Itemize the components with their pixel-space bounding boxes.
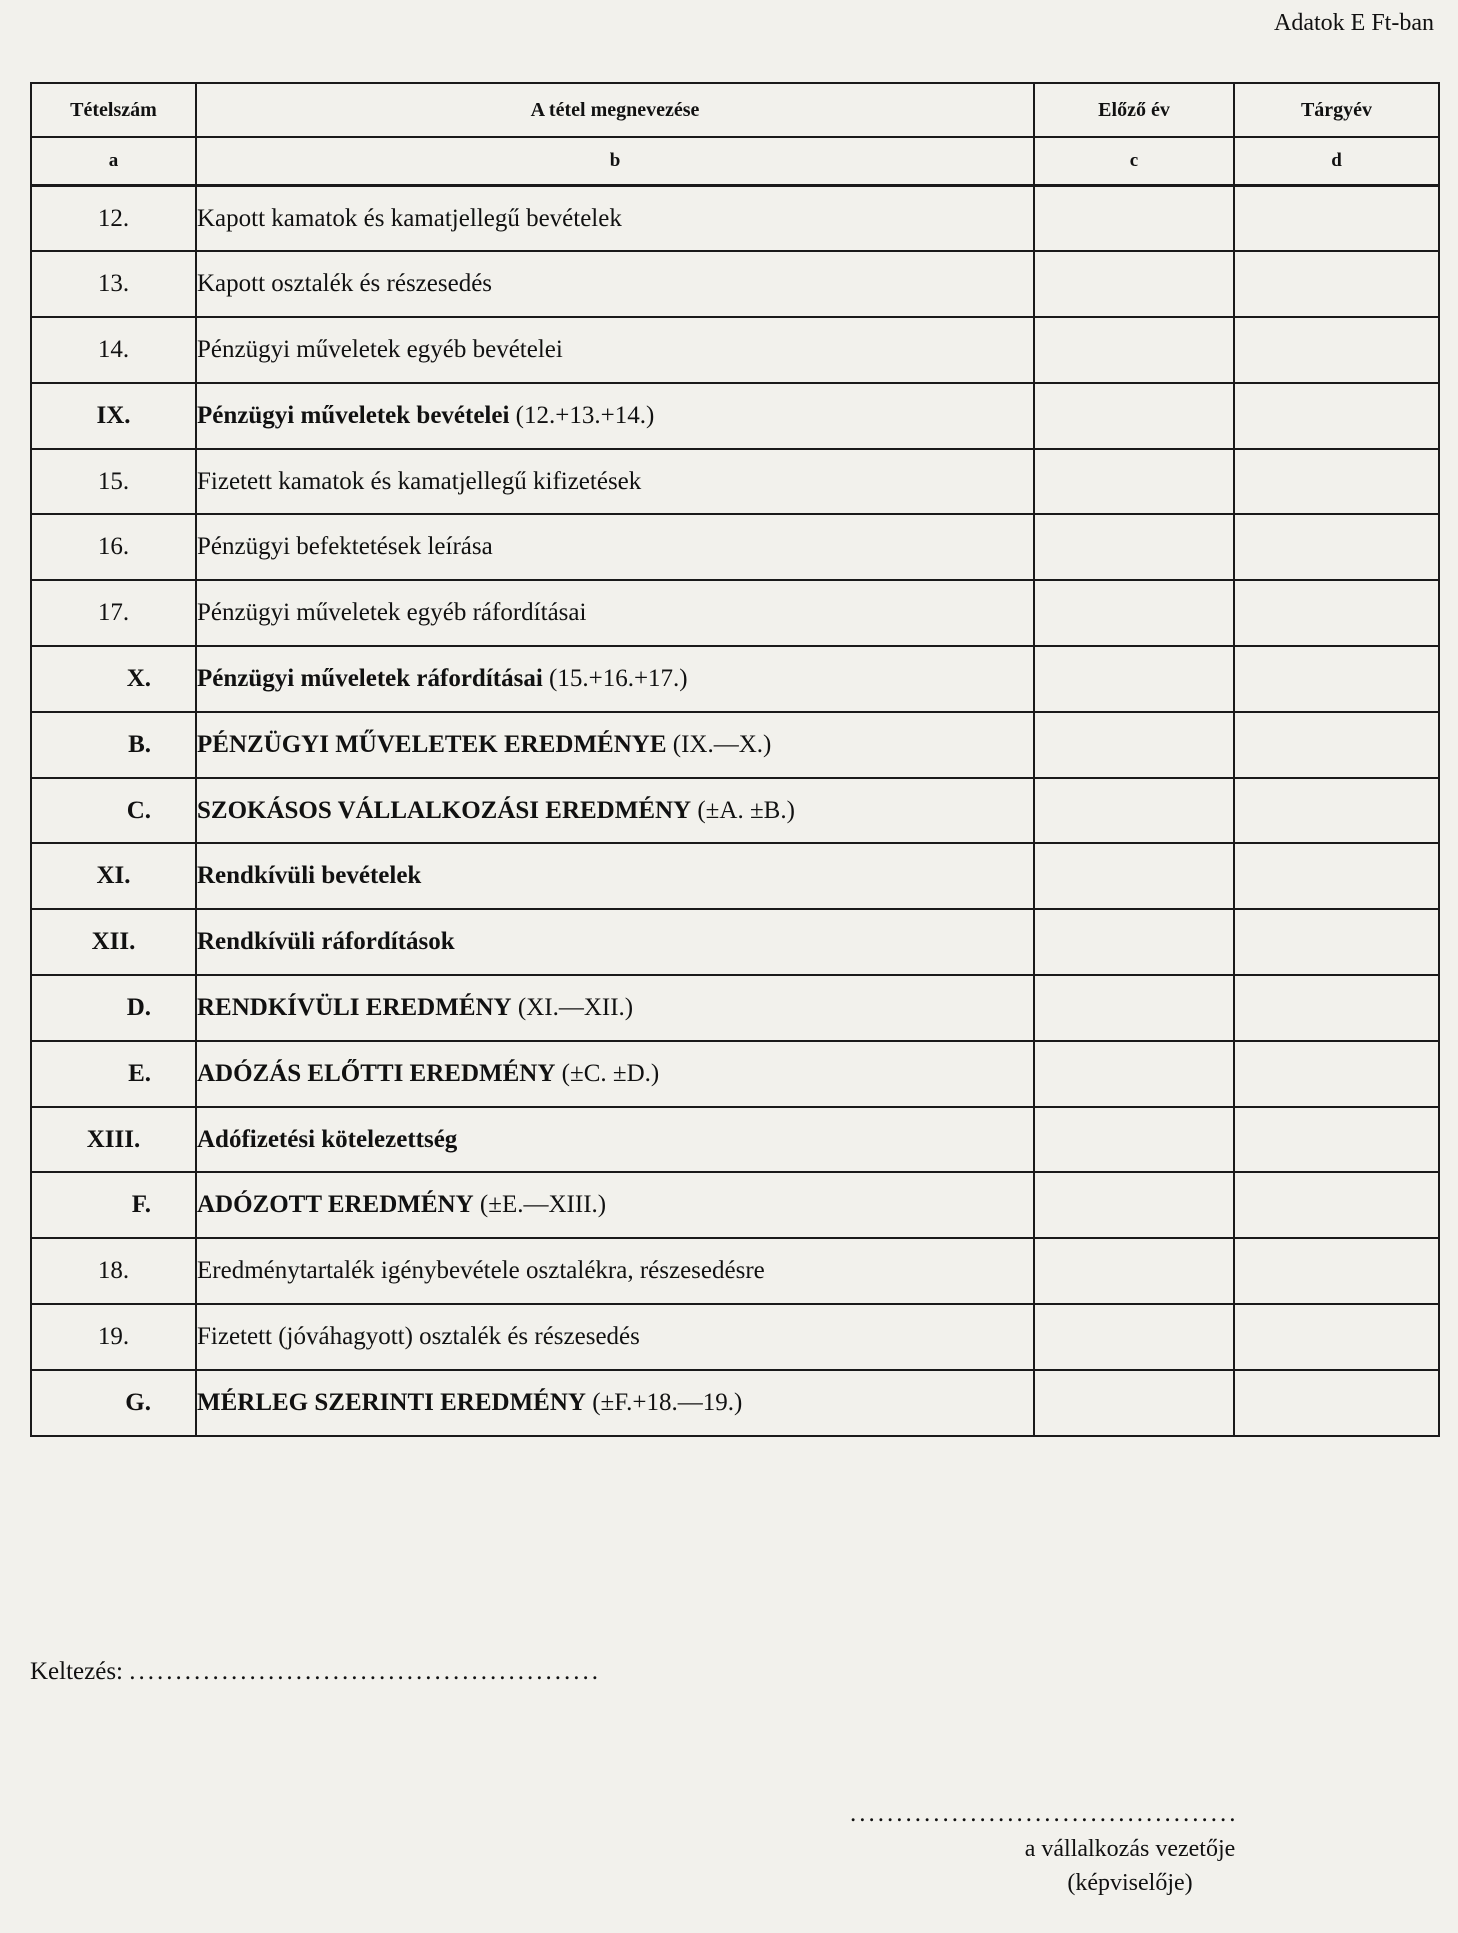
current-year-cell	[1234, 646, 1439, 712]
col-letter-a: a	[31, 137, 196, 186]
item-name-text: Pénzügyi műveletek egyéb ráfordításai	[197, 599, 587, 627]
item-name-formula: (±E.—XIII.)	[473, 1191, 607, 1219]
item-name-formula: (IX.—X.)	[666, 730, 772, 758]
current-year-cell	[1234, 778, 1439, 844]
item-name-text: Fizetett (jóváhagyott) osztalék és részesedés	[197, 1322, 640, 1350]
signature-line: ..........................................	[850, 1800, 1239, 1827]
col-header-current-year: Tárgyév	[1234, 83, 1439, 137]
previous-year-cell	[1034, 778, 1234, 844]
item-number: X.	[31, 646, 196, 712]
previous-year-cell	[1034, 1370, 1234, 1436]
item-name-formula: (±C. ±D.)	[555, 1059, 660, 1087]
date-line	[30, 1658, 601, 1686]
current-year-cell	[1234, 251, 1439, 317]
item-number: XIII.	[31, 1107, 196, 1173]
item-name-text: ADÓZÁS ELŐTTI EREDMÉNY	[197, 1059, 556, 1087]
item-name	[196, 449, 1034, 515]
previous-year-cell	[1034, 383, 1234, 449]
previous-year-cell	[1034, 909, 1234, 975]
item-name	[196, 251, 1034, 317]
item-name	[196, 317, 1034, 383]
item-name	[196, 646, 1034, 712]
current-year-cell	[1234, 186, 1439, 252]
income-statement-table	[30, 82, 1440, 1437]
item-name-text: Kapott osztalék és részesedés	[197, 270, 493, 298]
letter-row	[31, 137, 1439, 186]
previous-year-cell	[1034, 1172, 1234, 1238]
item-name-formula: (15.+16.+17.)	[542, 664, 688, 692]
item-name	[196, 1304, 1034, 1370]
item-name	[196, 1107, 1034, 1173]
item-number: 12.	[31, 186, 196, 252]
item-name-text: SZOKÁSOS VÁLLALKOZÁSI EREDMÉNY	[197, 796, 692, 824]
previous-year-cell	[1034, 646, 1234, 712]
current-year-cell	[1234, 580, 1439, 646]
table-row	[31, 778, 1439, 844]
table-row	[31, 1041, 1439, 1107]
current-year-cell	[1234, 1172, 1439, 1238]
item-name	[196, 1238, 1034, 1304]
previous-year-cell	[1034, 1238, 1234, 1304]
item-name-text: Rendkívüli bevételek	[197, 862, 422, 890]
previous-year-cell	[1034, 712, 1234, 778]
item-number: XI.	[31, 843, 196, 909]
table-row	[31, 317, 1439, 383]
table-row	[31, 1238, 1439, 1304]
previous-year-cell	[1034, 843, 1234, 909]
item-number: G.	[31, 1370, 196, 1436]
current-year-cell	[1234, 514, 1439, 580]
item-number: 16.	[31, 514, 196, 580]
item-name-text: PÉNZÜGYI MŰVELETEK EREDMÉNYE	[197, 730, 667, 758]
previous-year-cell	[1034, 317, 1234, 383]
previous-year-cell	[1034, 449, 1234, 515]
item-name-formula: (XI.—XII.)	[511, 993, 634, 1021]
item-name	[196, 1370, 1034, 1436]
item-number: E.	[31, 1041, 196, 1107]
previous-year-cell	[1034, 251, 1234, 317]
previous-year-cell	[1034, 514, 1234, 580]
current-year-cell	[1234, 317, 1439, 383]
item-name	[196, 580, 1034, 646]
units-note: Adatok E Ft-ban	[1274, 10, 1434, 36]
table-row	[31, 843, 1439, 909]
current-year-cell	[1234, 1041, 1439, 1107]
item-name-text: Pénzügyi műveletek bevételei	[197, 401, 510, 429]
item-number: 17.	[31, 580, 196, 646]
item-number: 15.	[31, 449, 196, 515]
current-year-cell	[1234, 1107, 1439, 1173]
previous-year-cell	[1034, 1041, 1234, 1107]
current-year-cell	[1234, 1304, 1439, 1370]
item-name	[196, 1172, 1034, 1238]
previous-year-cell	[1034, 1304, 1234, 1370]
item-name-text: Rendkívüli ráfordítások	[197, 928, 455, 956]
table-row	[31, 251, 1439, 317]
col-header-item-name: A tétel megnevezése	[196, 83, 1034, 137]
signature-role: a vállalkozás vezetője	[1024, 1836, 1236, 1862]
table-row	[31, 909, 1439, 975]
table-row	[31, 383, 1439, 449]
item-number: XII.	[31, 909, 196, 975]
item-number: C.	[31, 778, 196, 844]
item-name-text: Fizetett kamatok és kamatjellegű kifizetések	[197, 467, 642, 495]
current-year-cell	[1234, 383, 1439, 449]
col-letter-c: c	[1034, 137, 1234, 186]
date-label: Keltezés:	[30, 1658, 124, 1685]
previous-year-cell	[1034, 186, 1234, 252]
item-name-text: MÉRLEG SZERINTI EREDMÉNY	[197, 1388, 586, 1416]
table-row	[31, 975, 1439, 1041]
table-row	[31, 1304, 1439, 1370]
item-name	[196, 514, 1034, 580]
table-row	[31, 1370, 1439, 1436]
col-header-previous-year: Előző év	[1034, 83, 1234, 137]
item-number: 18.	[31, 1238, 196, 1304]
item-name	[196, 383, 1034, 449]
table-row	[31, 1172, 1439, 1238]
table-row	[31, 186, 1439, 252]
item-number: D.	[31, 975, 196, 1041]
current-year-cell	[1234, 449, 1439, 515]
item-name-text: Kapott kamatok és kamatjellegű bevételek	[197, 204, 622, 232]
previous-year-cell	[1034, 975, 1234, 1041]
previous-year-cell	[1034, 1107, 1234, 1173]
item-name	[196, 843, 1034, 909]
col-letter-b: b	[196, 137, 1034, 186]
header-row	[31, 83, 1439, 137]
table-row	[31, 1107, 1439, 1173]
table-row	[31, 580, 1439, 646]
item-name	[196, 186, 1034, 252]
item-name-text: Eredménytartalék igénybevétele osztalékra, részesedésre	[197, 1257, 765, 1285]
item-name-text: ADÓZOTT EREDMÉNY	[197, 1191, 474, 1219]
item-name	[196, 909, 1034, 975]
col-letter-d: d	[1234, 137, 1439, 186]
current-year-cell	[1234, 843, 1439, 909]
item-name-text: Pénzügyi műveletek egyéb bevételei	[197, 335, 563, 363]
current-year-cell	[1234, 1370, 1439, 1436]
current-year-cell	[1234, 712, 1439, 778]
item-name-text: Pénzügyi műveletek ráfordításai	[197, 664, 543, 692]
item-number: B.	[31, 712, 196, 778]
current-year-cell	[1234, 1238, 1439, 1304]
item-number: 13.	[31, 251, 196, 317]
table-row	[31, 712, 1439, 778]
item-name-formula: (12.+13.+14.)	[509, 401, 655, 429]
current-year-cell	[1234, 909, 1439, 975]
item-name	[196, 975, 1034, 1041]
item-name	[196, 1041, 1034, 1107]
item-name	[196, 712, 1034, 778]
item-name	[196, 778, 1034, 844]
previous-year-cell	[1034, 580, 1234, 646]
col-header-item-number: Tételszám	[31, 83, 196, 137]
signature-role-paren: (képviselője)	[1067, 1870, 1193, 1896]
item-name-formula: (±A. ±B.)	[691, 796, 795, 824]
table-row	[31, 646, 1439, 712]
table-row	[31, 449, 1439, 515]
current-year-cell	[1234, 975, 1439, 1041]
item-number: F.	[31, 1172, 196, 1238]
date-dots: ...................................................	[129, 1658, 602, 1685]
item-name-text: RENDKÍVÜLI EREDMÉNY	[197, 993, 512, 1021]
item-name-text: Adófizetési kötelezettség	[197, 1125, 458, 1153]
table-row	[31, 514, 1439, 580]
item-name-text: Pénzügyi befektetések leírása	[197, 533, 493, 561]
item-number: 14.	[31, 317, 196, 383]
item-number: IX.	[31, 383, 196, 449]
item-number: 19.	[31, 1304, 196, 1370]
item-name-formula: (±F.+18.—19.)	[585, 1388, 743, 1416]
